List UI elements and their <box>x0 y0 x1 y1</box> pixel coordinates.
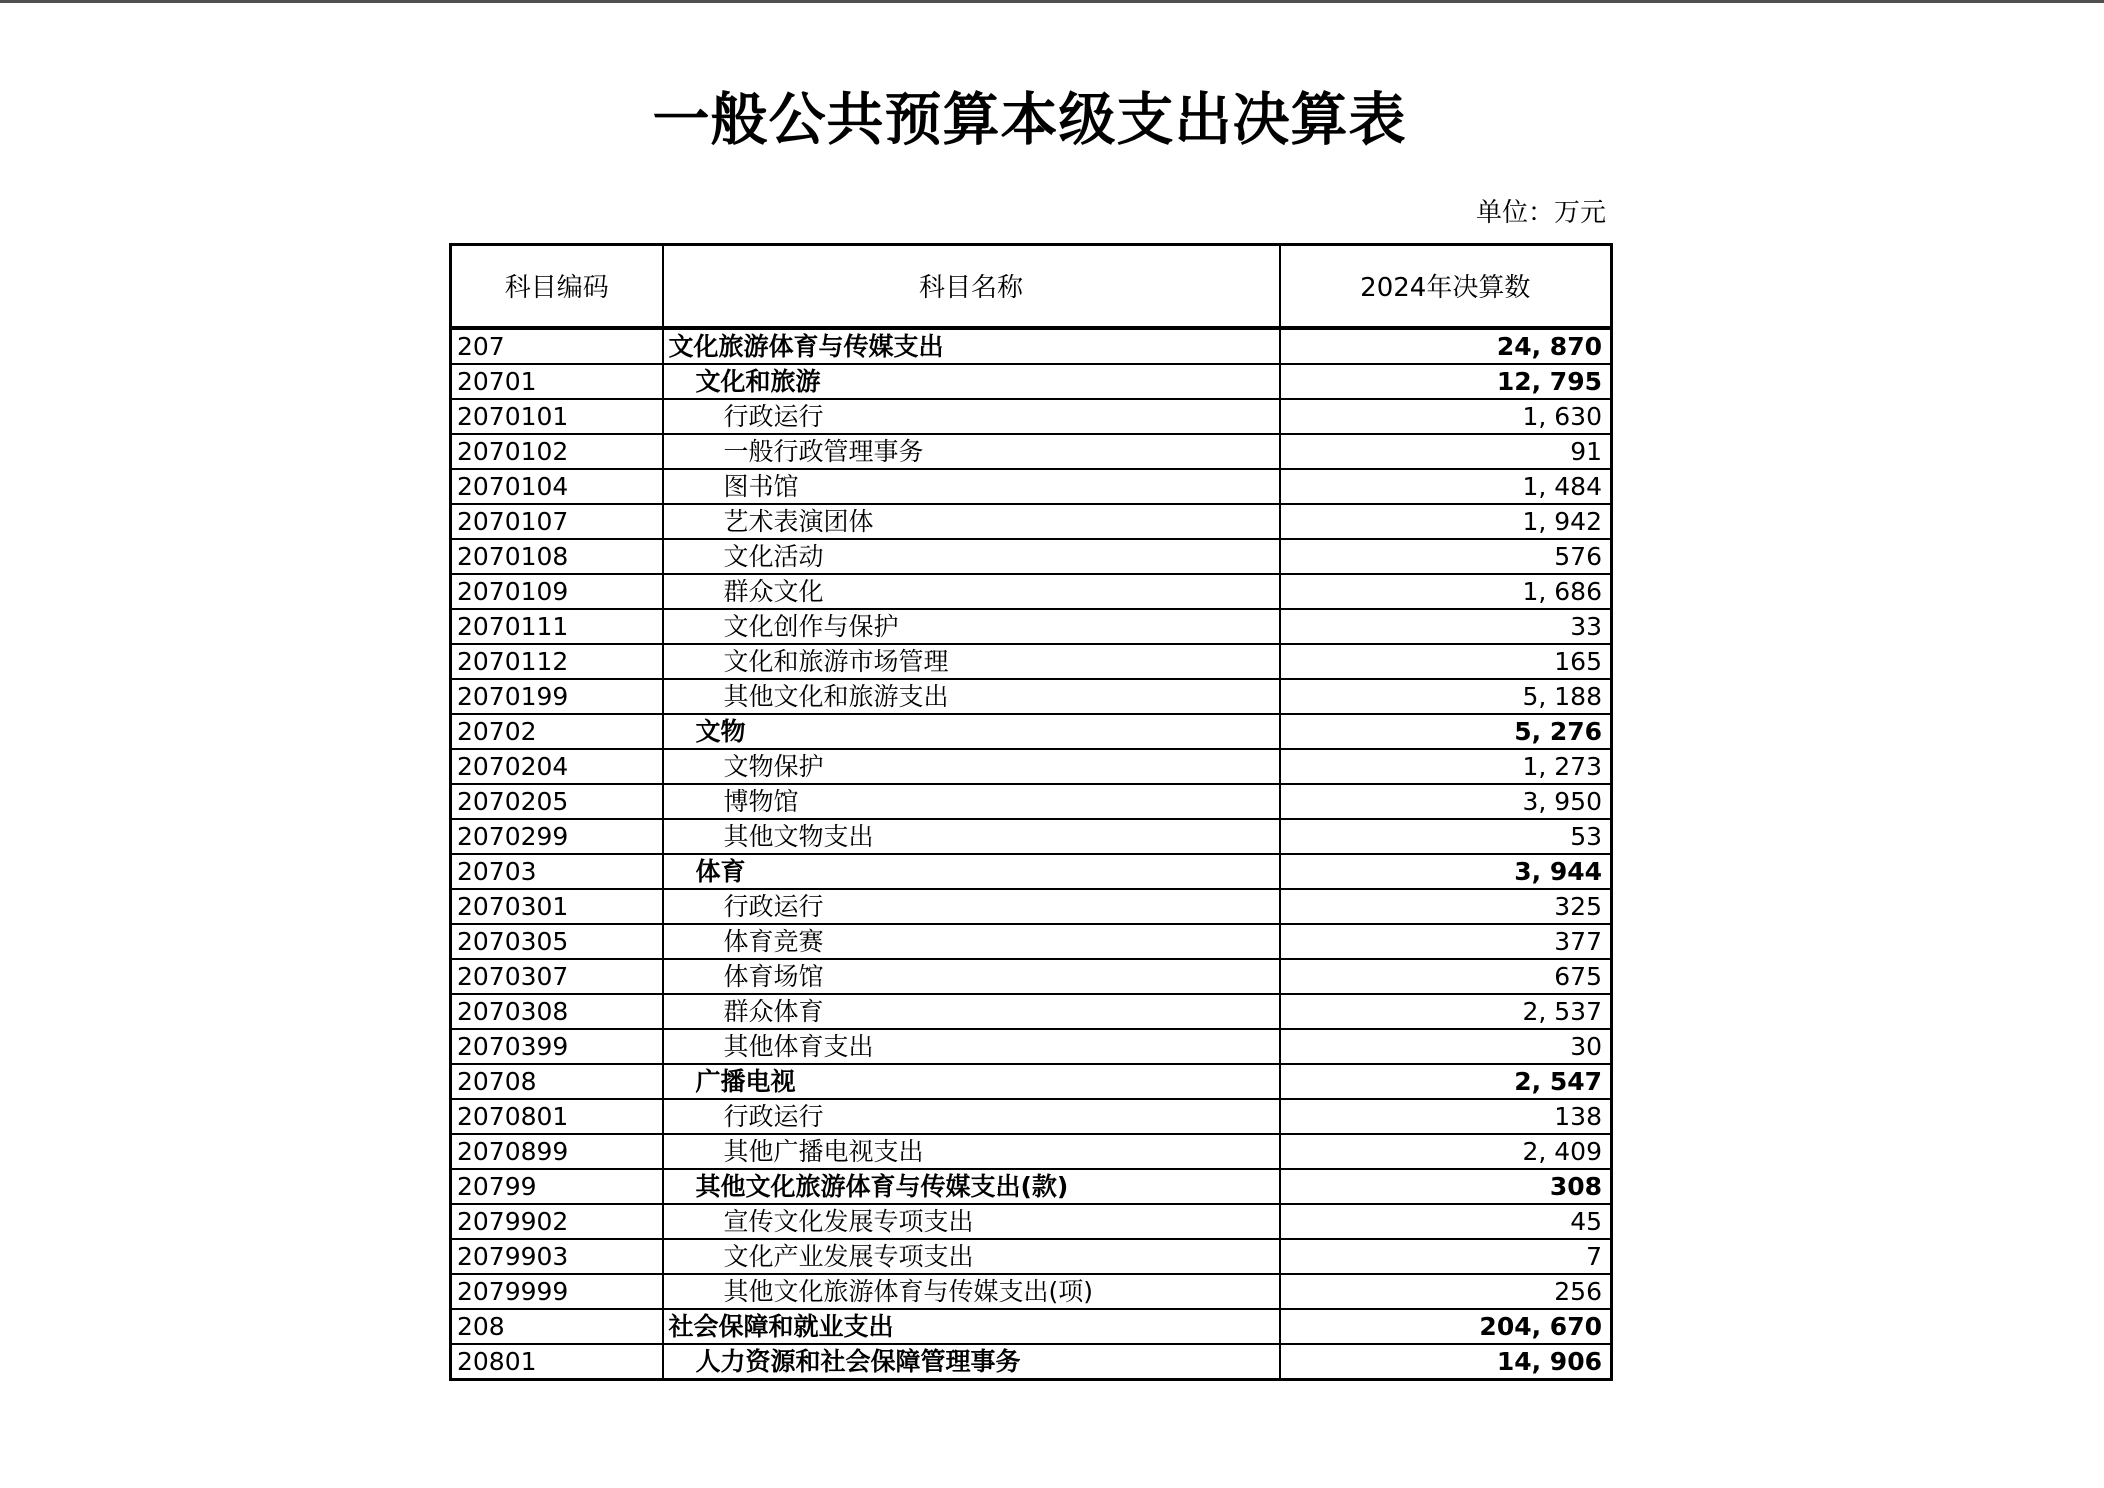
value-cell: 30 <box>1280 1029 1612 1064</box>
code-cell: 20708 <box>451 1064 663 1099</box>
table-row <box>451 889 1612 924</box>
table-row <box>451 1169 1612 1204</box>
table-row <box>451 539 1612 574</box>
table-row <box>451 399 1612 434</box>
name-cell: 文化和旅游 <box>663 364 1280 399</box>
name-cell: 文化产业发展专项支出 <box>663 1239 1280 1274</box>
name-cell: 体育竞赛 <box>663 924 1280 959</box>
table-row <box>451 1134 1612 1169</box>
value-cell: 675 <box>1280 959 1612 994</box>
document-page <box>449 0 1610 1381</box>
table-header-row <box>451 244 1612 328</box>
name-cell: 行政运行 <box>663 399 1280 434</box>
table-row <box>451 679 1612 714</box>
code-cell: 2070199 <box>451 679 663 714</box>
name-cell: 行政运行 <box>663 889 1280 924</box>
table-row <box>451 994 1612 1029</box>
value-cell: 12, 795 <box>1280 364 1612 399</box>
code-cell: 20799 <box>451 1169 663 1204</box>
code-cell: 207 <box>451 328 663 364</box>
code-cell: 2070899 <box>451 1134 663 1169</box>
code-cell: 2070102 <box>451 434 663 469</box>
code-cell: 2070101 <box>451 399 663 434</box>
code-cell: 20703 <box>451 854 663 889</box>
name-cell: 人力资源和社会保障管理事务 <box>663 1344 1280 1380</box>
table-row <box>451 644 1612 679</box>
table-row <box>451 1064 1612 1099</box>
table-row <box>451 504 1612 539</box>
code-cell: 2079902 <box>451 1204 663 1239</box>
table-row <box>451 1099 1612 1134</box>
name-cell: 博物馆 <box>663 784 1280 819</box>
code-cell: 2070112 <box>451 644 663 679</box>
code-cell: 2079903 <box>451 1239 663 1274</box>
value-cell: 24, 870 <box>1280 328 1612 364</box>
table-row <box>451 469 1612 504</box>
table-row <box>451 959 1612 994</box>
table-row <box>451 784 1612 819</box>
value-cell: 1, 630 <box>1280 399 1612 434</box>
name-cell: 其他文化旅游体育与传媒支出(项) <box>663 1274 1280 1309</box>
header-cell-name: 科目名称 <box>663 244 1280 328</box>
table-row <box>451 1309 1612 1344</box>
value-cell: 576 <box>1280 539 1612 574</box>
name-cell: 一般行政管理事务 <box>663 434 1280 469</box>
table-row <box>451 749 1612 784</box>
code-cell: 2070107 <box>451 504 663 539</box>
name-cell: 文化旅游体育与传媒支出 <box>663 328 1280 364</box>
code-cell: 2070111 <box>451 609 663 644</box>
value-cell: 165 <box>1280 644 1612 679</box>
name-cell: 艺术表演团体 <box>663 504 1280 539</box>
name-cell: 文化创作与保护 <box>663 609 1280 644</box>
code-cell: 2070801 <box>451 1099 663 1134</box>
name-cell: 社会保障和就业支出 <box>663 1309 1280 1344</box>
value-cell: 1, 942 <box>1280 504 1612 539</box>
name-cell: 宣传文化发展专项支出 <box>663 1204 1280 1239</box>
header-cell-code: 科目编码 <box>451 244 663 328</box>
name-cell: 文物保护 <box>663 749 1280 784</box>
name-cell: 群众文化 <box>663 574 1280 609</box>
value-cell: 3, 944 <box>1280 854 1612 889</box>
name-cell: 文化和旅游市场管理 <box>663 644 1280 679</box>
value-cell: 33 <box>1280 609 1612 644</box>
value-cell: 325 <box>1280 889 1612 924</box>
code-cell: 20702 <box>451 714 663 749</box>
value-cell: 1, 484 <box>1280 469 1612 504</box>
name-cell: 群众体育 <box>663 994 1280 1029</box>
table-row <box>451 1274 1612 1309</box>
value-cell: 138 <box>1280 1099 1612 1134</box>
table-row <box>451 328 1612 364</box>
code-cell: 2070307 <box>451 959 663 994</box>
code-cell: 2070204 <box>451 749 663 784</box>
header-cell-value: 2024年决算数 <box>1280 244 1612 328</box>
value-cell: 5, 188 <box>1280 679 1612 714</box>
value-cell: 2, 547 <box>1280 1064 1612 1099</box>
table-row <box>451 1204 1612 1239</box>
code-cell: 2070104 <box>451 469 663 504</box>
name-cell: 文化活动 <box>663 539 1280 574</box>
unit-label: 单位：万元 <box>1475 197 1606 228</box>
value-cell: 53 <box>1280 819 1612 854</box>
table-row <box>451 819 1612 854</box>
name-cell: 文物 <box>663 714 1280 749</box>
value-cell: 2, 537 <box>1280 994 1612 1029</box>
name-cell: 图书馆 <box>663 469 1280 504</box>
budget-table <box>449 243 1613 1381</box>
value-cell: 91 <box>1280 434 1612 469</box>
code-cell: 2070108 <box>451 539 663 574</box>
code-cell: 20701 <box>451 364 663 399</box>
table-row <box>451 1239 1612 1274</box>
code-cell: 2070399 <box>451 1029 663 1064</box>
value-cell: 256 <box>1280 1274 1612 1309</box>
code-cell: 20801 <box>451 1344 663 1380</box>
name-cell: 体育 <box>663 854 1280 889</box>
table-row <box>451 434 1612 469</box>
table-body <box>451 328 1612 1380</box>
value-cell: 45 <box>1280 1204 1612 1239</box>
page-title: 一般公共预算本级支出决算表 <box>652 87 1407 153</box>
value-cell: 308 <box>1280 1169 1612 1204</box>
code-cell: 2070109 <box>451 574 663 609</box>
value-cell: 3, 950 <box>1280 784 1612 819</box>
code-cell: 2079999 <box>451 1274 663 1309</box>
value-cell: 1, 686 <box>1280 574 1612 609</box>
table-row <box>451 1029 1612 1064</box>
table-row <box>451 924 1612 959</box>
table-row <box>451 714 1612 749</box>
code-cell: 2070301 <box>451 889 663 924</box>
name-cell: 其他广播电视支出 <box>663 1134 1280 1169</box>
code-cell: 208 <box>451 1309 663 1344</box>
name-cell: 其他文物支出 <box>663 819 1280 854</box>
name-cell: 体育场馆 <box>663 959 1280 994</box>
table-row <box>451 1344 1612 1380</box>
value-cell: 5, 276 <box>1280 714 1612 749</box>
value-cell: 204, 670 <box>1280 1309 1612 1344</box>
name-cell: 其他文化旅游体育与传媒支出(款) <box>663 1169 1280 1204</box>
name-cell: 广播电视 <box>663 1064 1280 1099</box>
table-row <box>451 364 1612 399</box>
table-row <box>451 609 1612 644</box>
value-cell: 377 <box>1280 924 1612 959</box>
code-cell: 2070305 <box>451 924 663 959</box>
table-row <box>451 574 1612 609</box>
code-cell: 2070308 <box>451 994 663 1029</box>
name-cell: 其他体育支出 <box>663 1029 1280 1064</box>
code-cell: 2070205 <box>451 784 663 819</box>
code-cell: 2070299 <box>451 819 663 854</box>
value-cell: 7 <box>1280 1239 1612 1274</box>
value-cell: 1, 273 <box>1280 749 1612 784</box>
name-cell: 其他文化和旅游支出 <box>663 679 1280 714</box>
table-row <box>451 854 1612 889</box>
name-cell: 行政运行 <box>663 1099 1280 1134</box>
value-cell: 14, 906 <box>1280 1344 1612 1380</box>
value-cell: 2, 409 <box>1280 1134 1612 1169</box>
